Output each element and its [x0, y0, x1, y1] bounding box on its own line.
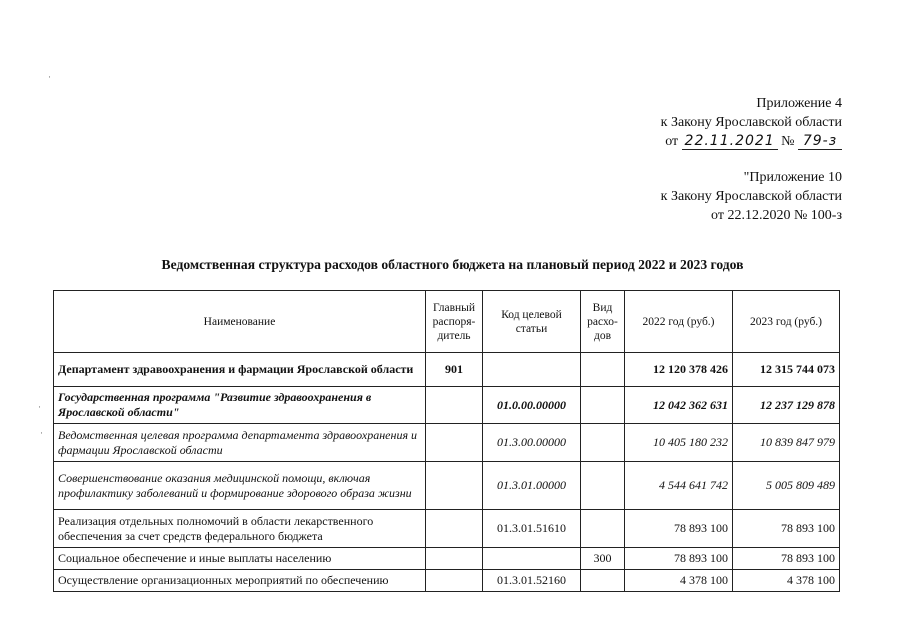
row-expense-type-cell — [581, 510, 625, 548]
budget-structure-table — [53, 290, 840, 592]
table-row — [54, 462, 840, 510]
table-header-row — [54, 291, 840, 353]
scan-artifact-mark: · — [48, 72, 51, 82]
scan-artifact-mark: · — [38, 402, 41, 412]
row-amount-2023-cell: 78 893 100 — [733, 510, 840, 548]
row-manager-cell — [426, 424, 483, 462]
row-manager-cell — [426, 462, 483, 510]
row-amount-2022-cell: 78 893 100 — [625, 510, 733, 548]
header-year-2023: 2023 год (руб.) — [733, 291, 840, 353]
handwritten-date: 22.11.2021 — [682, 133, 778, 150]
row-target-code-cell — [483, 353, 581, 387]
table-row — [54, 387, 840, 424]
row-name-cell: Департамент здравоохранения и фармации Ярославской области — [54, 353, 426, 387]
row-amount-2023-cell: 12 237 129 878 — [733, 387, 840, 424]
row-manager-cell — [426, 510, 483, 548]
row-amount-2023-cell: 12 315 744 073 — [733, 353, 840, 387]
scan-artifact-mark: · — [40, 428, 43, 438]
previous-appendix-law-reference: к Закону Ярославской области — [660, 189, 842, 204]
appendix-header — [661, 94, 842, 151]
header-name: Наименование — [54, 291, 426, 353]
table-row — [54, 510, 840, 548]
row-name-cell: Реализация отдельных полномочий в области лекарственного обеспечения за счет средств федерального бюджета — [54, 510, 426, 548]
row-expense-type-cell: 300 — [581, 548, 625, 570]
row-target-code-cell: 01.3.01.00000 — [483, 462, 581, 510]
handwritten-law-number: 79-з — [798, 133, 842, 150]
appendix-number: Приложение 4 — [756, 96, 842, 111]
row-expense-type-cell — [581, 424, 625, 462]
appendix-law-reference: к Закону Ярославской области — [660, 115, 842, 130]
table-row — [54, 424, 840, 462]
row-target-code-cell: 01.3.01.52160 — [483, 570, 581, 592]
table-body — [54, 353, 840, 592]
row-manager-cell — [426, 548, 483, 570]
header-main-manager: Главный распоря-дитель — [426, 291, 483, 353]
row-expense-type-cell — [581, 387, 625, 424]
document-title: Ведомственная структура расходов областного бюджета на плановый период 2022 и 2023 годов — [161, 257, 744, 272]
header-expense-type: Вид расхо-дов — [581, 291, 625, 353]
row-target-code-cell — [483, 548, 581, 570]
row-name-cell: Совершенствование оказания медицинской помощи, включая профилактику заболеваний и формирование здорового образа жизни — [54, 462, 426, 510]
row-manager-cell — [426, 570, 483, 592]
table-row — [54, 353, 840, 387]
row-amount-2022-cell: 12 042 362 631 — [625, 387, 733, 424]
row-target-code-cell: 01.3.01.51610 — [483, 510, 581, 548]
number-sign: № — [781, 134, 795, 149]
row-amount-2022-cell: 4 544 641 742 — [625, 462, 733, 510]
previous-appendix-header — [661, 168, 842, 225]
row-expense-type-cell — [581, 353, 625, 387]
row-target-code-cell: 01.3.00.00000 — [483, 424, 581, 462]
row-amount-2022-cell: 78 893 100 — [625, 548, 733, 570]
row-manager-cell: 901 — [426, 353, 483, 387]
table-row — [54, 548, 840, 570]
row-amount-2022-cell: 12 120 378 426 — [625, 353, 733, 387]
row-amount-2022-cell: 4 378 100 — [625, 570, 733, 592]
row-name-cell: Социальное обеспечение и иные выплаты населению — [54, 548, 426, 570]
row-name-cell: Ведомственная целевая программа департамента здравоохранения и фармации Ярославской области — [54, 424, 426, 462]
row-amount-2023-cell: 4 378 100 — [733, 570, 840, 592]
row-amount-2023-cell: 5 005 809 489 — [733, 462, 840, 510]
row-expense-type-cell — [581, 570, 625, 592]
row-name-cell: Государственная программа "Развитие здравоохранения в Ярославской области" — [54, 387, 426, 424]
header-target-code: Код целевой статьи — [483, 291, 581, 353]
header-year-2022: 2022 год (руб.) — [625, 291, 733, 353]
table-row — [54, 570, 840, 592]
appendix-date-line — [661, 132, 842, 151]
row-manager-cell — [426, 387, 483, 424]
previous-appendix-date: от 22.12.2020 № 100-з — [711, 208, 842, 223]
date-prefix: от — [665, 134, 679, 149]
row-target-code-cell: 01.0.00.00000 — [483, 387, 581, 424]
row-amount-2023-cell: 10 839 847 979 — [733, 424, 840, 462]
previous-appendix-number: "Приложение 10 — [743, 170, 842, 185]
row-name-cell: Осуществление организационных мероприятий по обеспечению — [54, 570, 426, 592]
row-amount-2022-cell: 10 405 180 232 — [625, 424, 733, 462]
row-amount-2023-cell: 78 893 100 — [733, 548, 840, 570]
row-expense-type-cell — [581, 462, 625, 510]
